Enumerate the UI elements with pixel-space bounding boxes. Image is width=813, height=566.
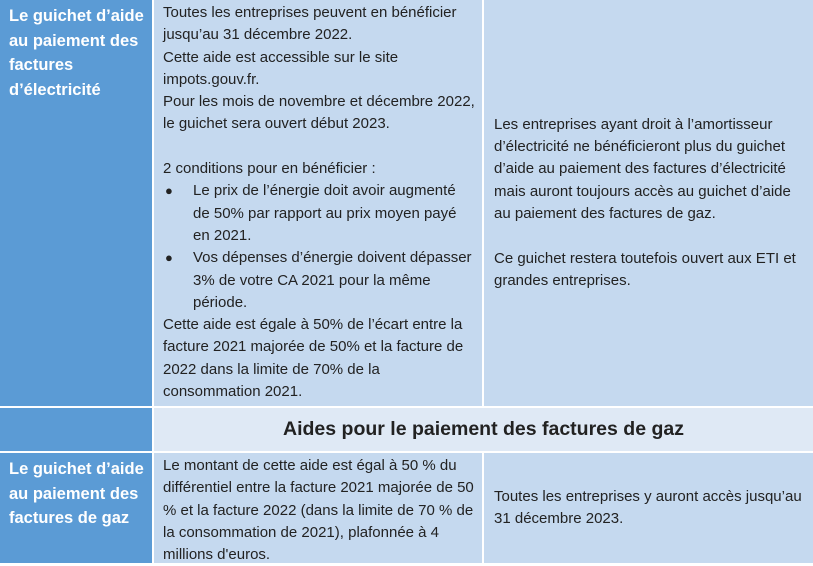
eti-note: Ce guichet restera toutefois ouvert aux ETI et grandes entreprises. <box>494 249 796 289</box>
row1-details-cell <box>154 0 482 406</box>
website-text: Cette aide est accessible sur le site impots.gouv.fr. <box>163 48 399 88</box>
conditions-intro: 2 conditions pour en bénéficier : <box>163 160 376 178</box>
condition-item: ● Le prix de l’énergie doit avoir augmenté de 50% par rapport au prix moyen payé en 2021. <box>165 182 457 244</box>
gas-aid-text: Le montant de cette aide est égal à 50 % du différentiel entre la facture 2021 majorée de 50 % et la facture 2022 (dans la limite de 70 % de la consommation de 2021), plafonnée à 4 millions d'euros. <box>163 457 474 564</box>
section-heading-cell <box>154 408 813 451</box>
row2-notes-cell <box>484 453 813 563</box>
bullet-icon: ● <box>165 183 173 199</box>
row1-notes-cell <box>484 0 813 406</box>
section-heading: Aides pour le paiement des factures de gaz <box>283 418 684 440</box>
amortisseur-note: Les entreprises ayant droit à l’amortisseur d’électricité ne bénéficieront plus du guichet d’aide au paiement des factures d’électricité mais auront toujours accès au guichet d’aide au paiement des factures de gaz. <box>494 115 791 222</box>
bullet-icon: ● <box>165 250 173 266</box>
opening-text: Pour les mois de novembre et décembre 2022, le guichet sera ouvert début 2023. <box>163 93 475 133</box>
row2-title: Le guichet d’aide au paiement des factures de gaz <box>9 460 144 527</box>
row2-title-cell <box>0 453 152 563</box>
gas-deadline-text: Toutes les entreprises y auront accès jusqu’au 31 décembre 2023. <box>494 487 802 527</box>
conditions-list <box>163 180 476 314</box>
condition-item: ● Vos dépenses d’énergie doivent dépasser 3% de votre CA 2021 pour la même période. <box>165 249 472 311</box>
aid-amount-text: Cette aide est égale à 50% de l’écart entre la facture 2021 majorée de 50% et la facture de 2022 dans la limite de 70% de la consommation 2021. <box>163 316 464 401</box>
row2-details-cell <box>154 453 482 563</box>
eligibility-text: Toutes les entreprises peuvent en bénéficier jusqu’au 31 décembre 2022. <box>163 4 457 44</box>
section-band-left <box>0 408 152 451</box>
row1-title-cell <box>0 0 152 406</box>
row1-title: Le guichet d’aide au paiement des factures d’électricité <box>9 7 144 99</box>
